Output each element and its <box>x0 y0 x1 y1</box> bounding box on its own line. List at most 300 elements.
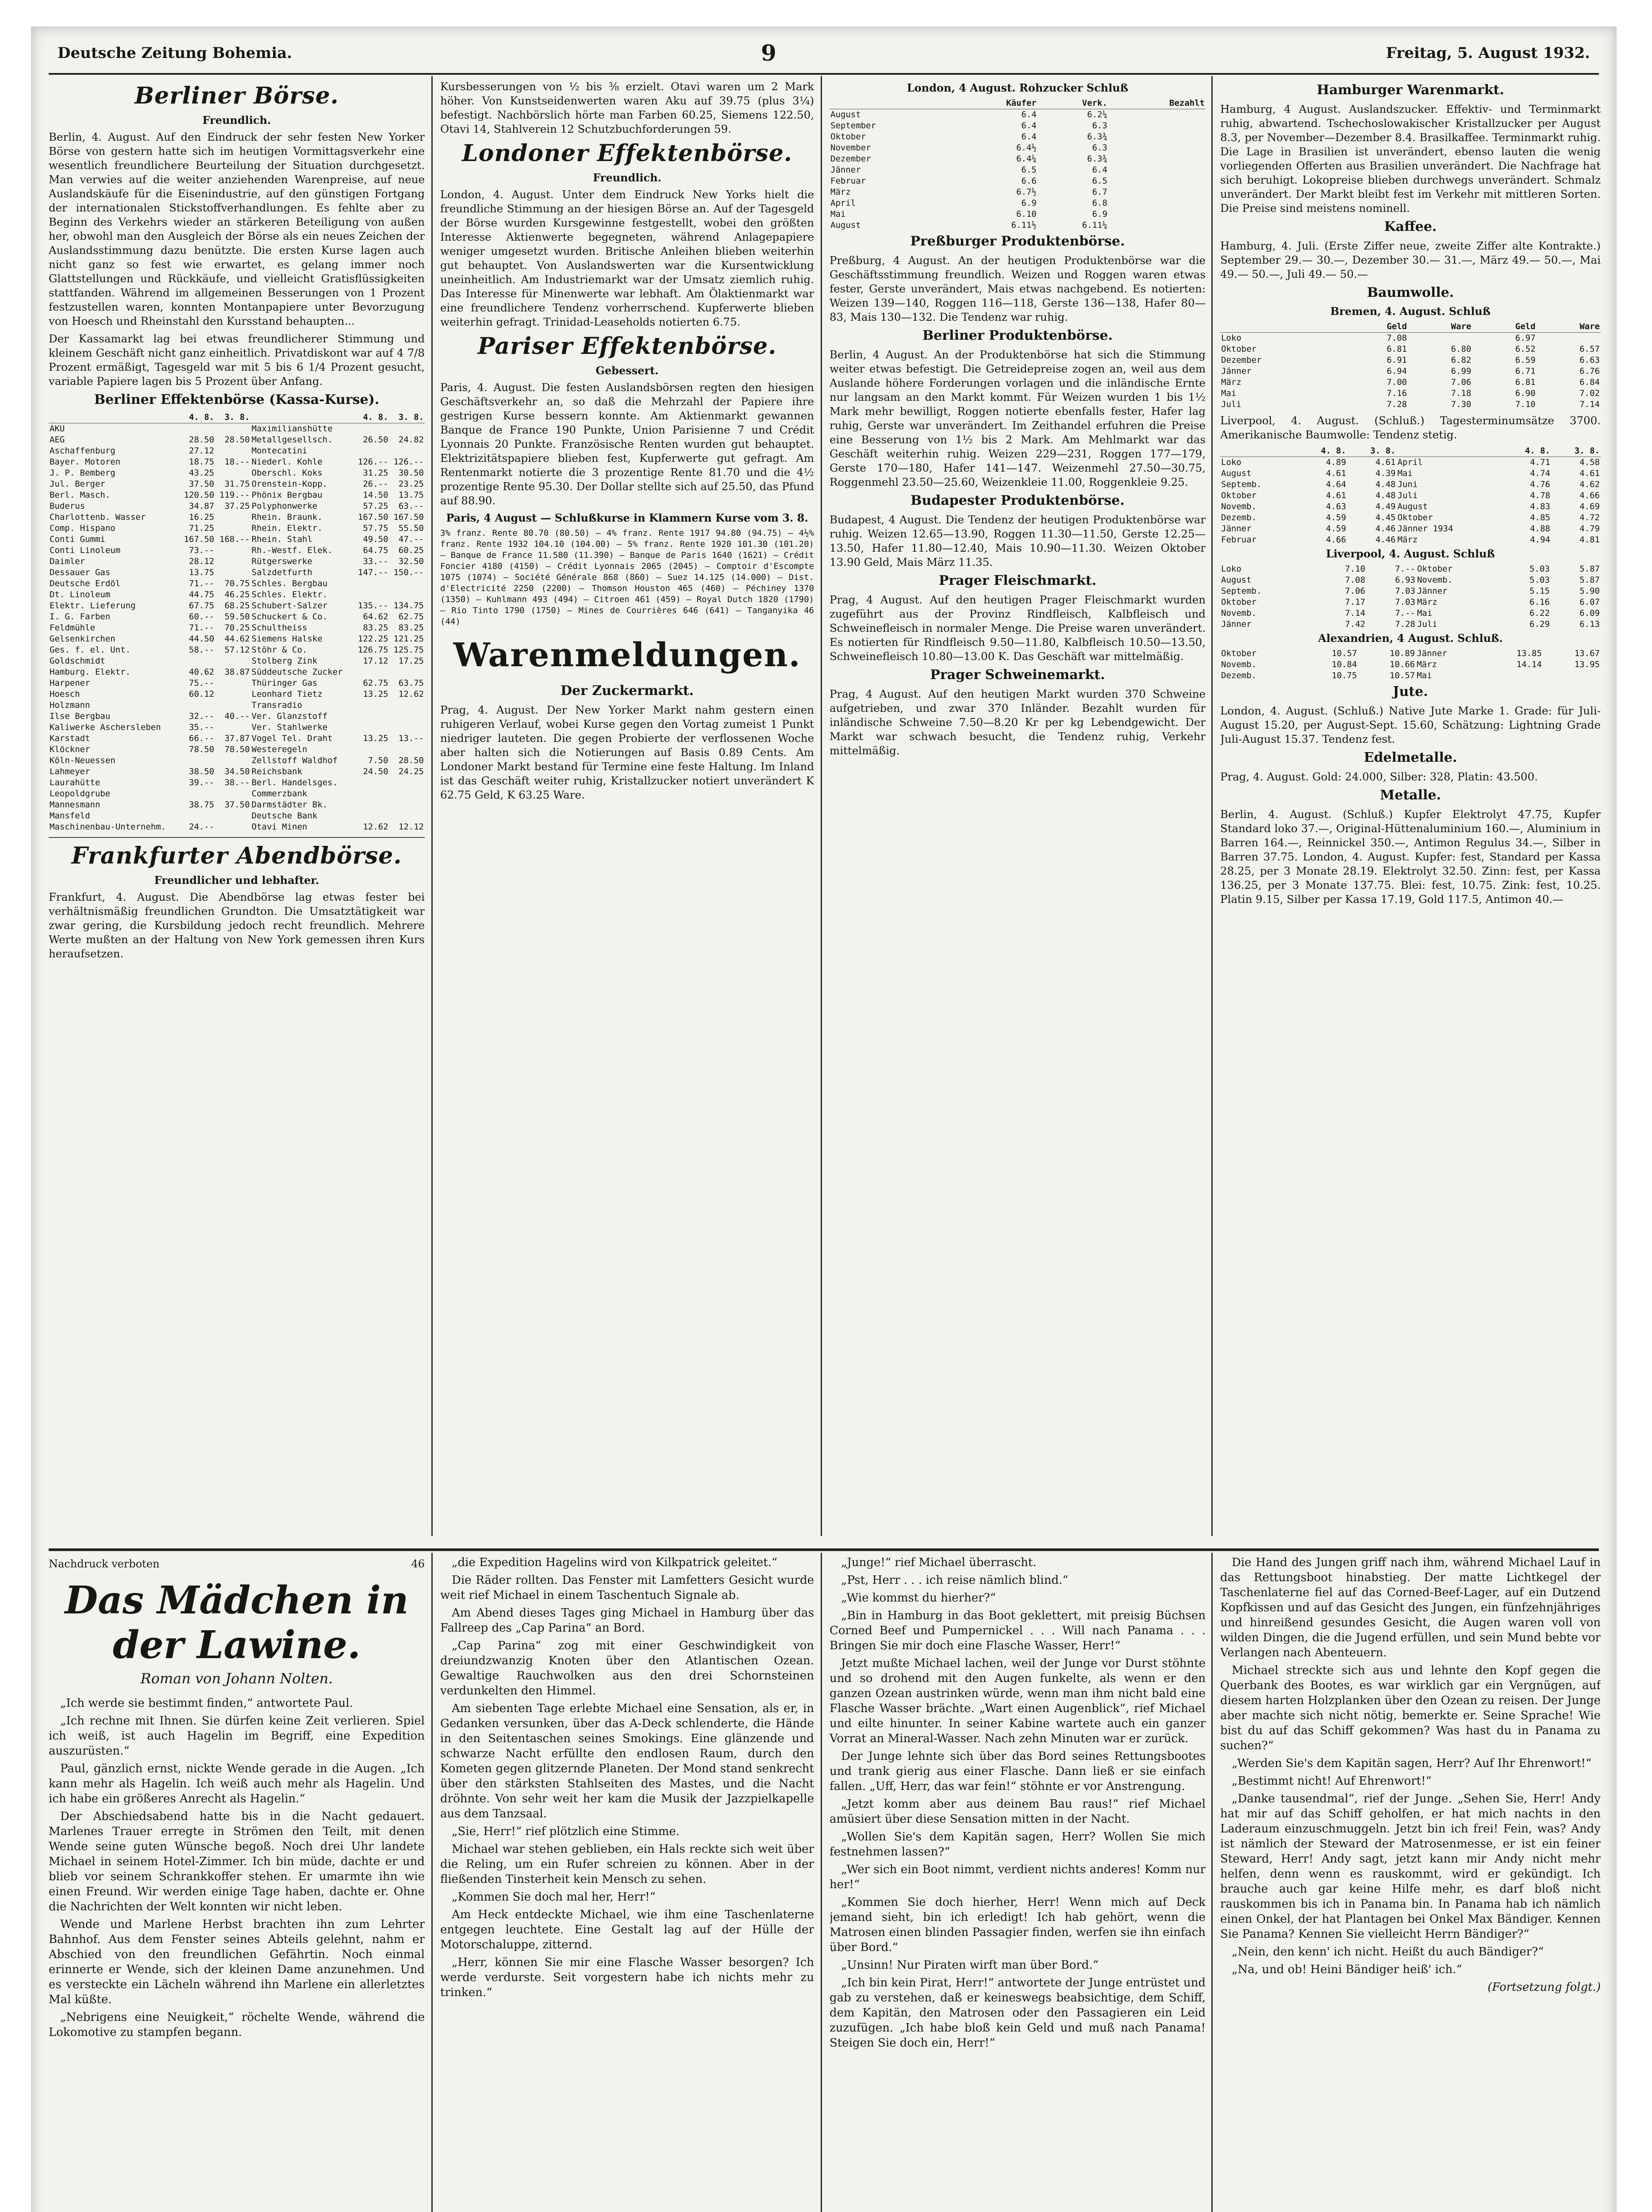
liverpool2-cell: 5.03 <box>1529 575 1550 585</box>
liverpool2-cell: 7.14 <box>1345 608 1365 618</box>
berlin-quote-cell <box>180 423 215 435</box>
berlin-quote-cell: Stolberg Zink <box>251 656 318 666</box>
bremen-cell <box>1537 333 1601 344</box>
novel-paragraph: Jetzt mußte Michael lachen, weil der Junge vor Durst stöhnte und so drohend mit den Augen funkelte, als wenn er den ganzen Ozean austrinken würde, wenn man ihm nicht bald eine Flasche Wasser brächte. „Wart einen Augenblick“, rief Michael und eilte hinunter. In seiner Kabine wartete auch ein ganzer Vorrat an Mineral-Wasser. Nach zehn Minuten war er zurück. <box>830 1657 1206 1745</box>
liverpool-cell: 4.64 <box>1325 480 1346 489</box>
bremen-cell: 6.71 <box>1515 366 1536 376</box>
bremen-cell: März <box>1221 377 1241 387</box>
berlin-quote-cell: 71.25 <box>189 523 215 533</box>
liverpool-cell: Dezemb. <box>1221 513 1257 522</box>
berlin-quote-cell: 26.50 <box>363 435 388 445</box>
berlin-quote-cell: 167.50 <box>357 512 388 522</box>
berlin-quote-cell <box>180 810 215 822</box>
novel-paragraph: „Kommen Sie doch hierher, Herr! Wenn mich auf Deck jemand sieht, bin ich erledigt! Ich hab gehört, wenn die Matrosen einen blinden Passagier finden, werfen sie ihn einfach über Bord.“ <box>830 1896 1206 1954</box>
liverpool2-cell: 6.22 <box>1529 608 1550 618</box>
liverpool-cell: Jänner <box>1221 524 1252 534</box>
berlin-produce-title: Berliner Produktenbörse. <box>922 328 1113 343</box>
liverpool2-cell: 7.28 <box>1395 619 1415 629</box>
berlin-quote-cell: Leonhard Tietz <box>251 689 323 699</box>
column-foreign <box>440 80 814 1540</box>
novel-paragraph: „Ich werde sie bestimmt finden,“ antwortete Paul. <box>60 1697 353 1710</box>
column-divider <box>821 76 822 1536</box>
berlin-quote-cell: 28.50 <box>398 756 424 765</box>
frankfurt-subtitle: Freundlicher und lebhafter. <box>154 874 319 887</box>
berlin-quote-row <box>49 457 425 468</box>
sugar-cell: 6.3¾ <box>1087 132 1107 142</box>
alexandria-cell: Oktober <box>1221 649 1257 658</box>
berlin-quote-header-cell <box>49 412 180 423</box>
berlin-quote-cell: 119.-- <box>219 490 250 500</box>
frankfurt-text: Frankfurt, 4. August. Die Abendbörse lag etwas fester bei verhältnismäßig freundlichen Grundton. Die Umsatztätigkeit war zwar gering, die Kursbildung jedoch recht freundlich. Mehrere Werte mußten an der Haltung von New York gemessen ihren Kurs heraufsetzen. <box>49 891 425 960</box>
prag-pig-title: Prager Schweinemarkt. <box>930 667 1105 683</box>
berlin-quote-cell: 24.82 <box>398 435 424 445</box>
alexandria-cell: 10.57 <box>1331 649 1357 658</box>
bremen-row <box>1220 333 1601 344</box>
liverpool2-row <box>1220 586 1601 597</box>
london-title: Londoner Effektenbörse. <box>462 140 792 167</box>
liverpool-cell: Oktober <box>1397 513 1433 522</box>
berlin-quote-cell: 44.75 <box>189 590 215 599</box>
liverpool-header-cell <box>1397 445 1502 457</box>
berlin-boerse-subtitle: Freundlich. <box>202 114 271 127</box>
liverpool2-cell: 6.93 <box>1395 575 1415 585</box>
berlin-quote-row <box>49 744 425 755</box>
berlin-quote-cell: 57.25 <box>363 501 388 511</box>
sugar-cell: Februar <box>830 176 866 186</box>
liverpool2-cell: 5.03 <box>1529 564 1550 574</box>
alexandria-row <box>1220 648 1601 659</box>
berlin-quote-cell: Ilse Bergbau <box>50 711 111 721</box>
liverpool2-cell: 5.90 <box>1579 586 1600 596</box>
berlin-quote-cell <box>389 578 425 589</box>
bremen-cell: 6.84 <box>1579 377 1600 387</box>
novel-text-2 <box>440 1555 814 2000</box>
sugar-row <box>830 120 1206 131</box>
berlin-continued-text: Kursbesserungen von ½ bis ⅜ erzielt. Otavi waren um 2 Mark höher. Von Kunstseidenwerten waren Aku auf 39.75 (plus 3¼) befestigt. Nachbörslich hörte man Farben 60.25, Siemens 122.50, Otavi 14, Stahlverein 12 Schutzbuchforderungen 59. <box>440 80 814 135</box>
berlin-quote-cell <box>215 755 250 766</box>
berlin-quote-cell: 120.50 <box>184 490 215 500</box>
bremen-row <box>1220 344 1601 355</box>
liverpool-cell: 4.45 <box>1375 513 1396 522</box>
sugar-cell: 6.7 <box>1092 187 1107 197</box>
berlin-quote-header-cell: 4. 8. <box>180 412 215 423</box>
sugar-cell <box>1108 198 1206 209</box>
berlin-quote-row <box>49 434 425 445</box>
bremen-title: Bremen, 4. August. Schluß <box>1330 305 1491 318</box>
novel-paragraph: „Wer sich ein Boot nimmt, verdient nichts anderes! Komm nur her!“ <box>830 1863 1206 1891</box>
liverpool-cell: Mai <box>1397 469 1413 478</box>
bremen-cell: Oktober <box>1221 344 1257 354</box>
berlin-quote-cell <box>215 689 250 700</box>
sugar-cell: 6.2¼ <box>1087 110 1107 119</box>
sugar-cell: 6.7½ <box>1016 187 1037 197</box>
berlin-quote-cell: 31.25 <box>363 468 388 478</box>
berlin-quote-cell: Comp. Hispano <box>50 523 115 533</box>
novel-paragraph: „Na, und ob! Heini Bändiger heiß' ich.“ <box>1232 1963 1462 1976</box>
berlin-quote-cell: AKU <box>50 424 65 434</box>
liverpool-cell: 4.71 <box>1530 457 1550 467</box>
berlin-quote-cell: 39.-- <box>189 778 215 787</box>
berlin-quote-cell: 17.12 <box>363 656 388 666</box>
bremen-cell: 6.63 <box>1579 355 1600 365</box>
berlin-quote-cell: Buderus <box>50 501 85 511</box>
berlin-quote-cell <box>215 656 250 667</box>
issue-date: Freitag, 5. August 1932. <box>1386 44 1590 62</box>
berlin-quote-cell: J. P. Bemberg <box>50 468 115 478</box>
berlin-boerse-title: Berliner Börse. <box>134 82 339 109</box>
berlin-quote-cell: Commerzbank <box>251 789 307 799</box>
liverpool-row <box>1220 457 1601 469</box>
sugar-cell <box>1108 209 1206 220</box>
berlin-quote-cell: 31.75 <box>224 479 250 489</box>
alexandria-cell: März <box>1417 660 1437 669</box>
bremen-cell: Jänner <box>1221 366 1252 376</box>
berlin-quote-cell: Conti Linoleum <box>50 545 121 555</box>
berlin-quote-cell <box>353 445 389 457</box>
liverpool-row <box>1220 468 1601 479</box>
liverpool-cell: 4.74 <box>1530 469 1550 478</box>
page-header <box>31 40 1617 71</box>
berlin-quote-cell: 35.-- <box>189 722 215 732</box>
berlin-quote-cell: 68.25 <box>224 601 250 611</box>
berlin-quote-cell: 125.75 <box>393 645 424 655</box>
berlin-quote-cell: 38.-- <box>224 778 250 787</box>
liverpool2-cell: 5.87 <box>1579 575 1600 585</box>
berlin-quote-cell: 47.-- <box>398 534 424 544</box>
berlin-quote-cell <box>215 822 250 833</box>
berlin-quote-cell: 37.25 <box>224 501 250 511</box>
berlin-quote-cell: Schles. Bergbau <box>251 579 328 588</box>
liverpool2-cell: 6.07 <box>1579 597 1600 607</box>
berlin-quote-row <box>49 733 425 744</box>
sugar-cell: September <box>830 121 876 131</box>
liverpool2-cell: 6.29 <box>1529 619 1550 629</box>
berlin-quote-cell <box>389 667 425 678</box>
liverpool-text: Liverpool, 4. August. (Schluß.) Tagesterminumsätze 3700. Amerikanische Baumwolle: Tendenz stetig. <box>1220 414 1601 441</box>
liverpool2-row <box>1220 564 1601 575</box>
liverpool2-cell: Oktober <box>1417 564 1453 574</box>
berlin-quote-cell: Daimler <box>50 557 85 566</box>
alexandria-row <box>1220 659 1601 670</box>
berlin-quote-cell: 7.50 <box>368 756 388 765</box>
berlin-quote-cell <box>215 423 250 435</box>
bremen-header-cell: Geld <box>1472 321 1536 333</box>
berlin-quote-cell: Siemens Halske <box>251 634 323 644</box>
liverpool2-cell: 7.-- <box>1395 608 1415 618</box>
sugar-row <box>830 198 1206 209</box>
berlin-quote-cell <box>180 656 215 667</box>
berlin-quote-cell: Transradio <box>251 700 303 710</box>
berlin-quote-cell: Oberschl. Koks <box>251 468 323 478</box>
berlin-quote-cell: 37.50 <box>224 800 250 810</box>
berlin-quote-cell: Karstadt <box>50 733 90 743</box>
bremen-cell: Juli <box>1221 399 1241 409</box>
bremen-cell: 6.76 <box>1579 366 1600 376</box>
sugar-cell: Oktober <box>830 132 866 142</box>
berlin-quote-cell: Elektr. Lieferung <box>50 601 136 611</box>
berlin-quote-cell: 12.12 <box>398 822 424 832</box>
liverpool2-cell: Loko <box>1221 564 1241 574</box>
liverpool2-cell: Novemb. <box>1417 575 1453 585</box>
bremen-cell: 6.82 <box>1451 355 1471 365</box>
liverpool-row <box>1220 490 1601 501</box>
liverpool-cell: 4.61 <box>1325 491 1346 500</box>
alexandria-cell: 10.57 <box>1390 671 1415 680</box>
novel-paragraph: Die Hand des Jungen griff nach ihm, während Michael Lauf in das Rettungsboot hinabstieg. Der matte Lichtkegel der Taschenlaterne fiel auf das Corned-Beef-Lager, auf ein Dutzend Kopfkissen und auf das Gesicht des Jungen, ein fünfzehnjähriges und hinreißend gesundes Gesicht, die Augen waren voll von wilden Dingen, die die Jugend erfüllen, und sein Mund bebte vor Verlangen nach Abenteuern. <box>1220 1556 1601 1659</box>
berlin-quote-cell <box>389 799 425 810</box>
liverpool-cell: 4.89 <box>1325 457 1346 467</box>
berlin-quote-cell: Westeregeln <box>251 745 307 754</box>
sugar-cell: April <box>830 198 856 208</box>
feuilleton-rule <box>49 1548 1599 1551</box>
sugar-cell <box>1108 176 1206 187</box>
berlin-quote-cell: 63.75 <box>398 678 424 688</box>
berlin-quote-cell: Metallgesellsch. <box>251 435 333 445</box>
sugar-row <box>830 142 1206 154</box>
novel-paragraph: Der Junge lehnte sich über das Bord seines Rettungsbootes und trank gierig aus einer Flasche. Dann ließ er sie einfach fallen. „Uff, Herr, das war fein!“ stöhnte er vor Anstrengung. <box>830 1750 1206 1793</box>
novel-column-1 <box>49 1555 425 2212</box>
berlin-quote-cell <box>215 567 250 578</box>
berlin-quote-cell: 16.25 <box>189 512 215 522</box>
paris-table-title: Paris, 4 August — Schlußkurse in Klammern Kurse vom 3. 8. <box>446 511 808 524</box>
berlin-quote-header-cell: 3. 8. <box>389 412 425 423</box>
novel-paragraph: Paul, gänzlich ernst, nickte Wende gerade in die Augen. „Ich kann mehr als Hagelin. Ich weiß auch mehr als Hagelin. Und ich habe ein größeres Anrecht als Hagelin.“ <box>49 1762 425 1805</box>
berlin-quote-cell: 135.-- <box>357 601 388 611</box>
berlin-quote-cell: 26.-- <box>363 479 388 489</box>
berlin-quote-cell: Schuckert & Co. <box>251 612 328 622</box>
berlin-quote-cell: Schubert-Salzer <box>251 601 328 611</box>
liverpool2-cell: Jänner <box>1221 619 1252 629</box>
liverpool-table <box>1220 445 1601 545</box>
liverpool2-cell: 6.09 <box>1579 608 1600 618</box>
berlin-quote-row <box>49 788 425 799</box>
bremen-header-cell: Geld <box>1344 321 1408 333</box>
novel-paragraph: „Bestimmt nicht! Auf Ehrenwort!“ <box>1232 1774 1432 1788</box>
berlin-quote-cell: Ver. Stahlwerke <box>251 722 328 732</box>
berlin-quote-cell: Dt. Linoleum <box>50 590 111 599</box>
berlin-quote-cell: Holzmann <box>50 700 90 710</box>
berlin-quote-cell <box>215 468 250 479</box>
liverpool2-cell: März <box>1417 597 1437 607</box>
sugar-header-cell <box>830 98 953 109</box>
liverpool-cell: 4.49 <box>1375 502 1396 511</box>
berlin-quote-cell: 71.-- <box>189 623 215 633</box>
berlin-quote-cell: Salzdetfurth <box>251 568 312 577</box>
alexandria-cell: 13.67 <box>1574 649 1600 658</box>
alexandria-cell: Mai <box>1417 671 1432 680</box>
liverpool2-row <box>1220 575 1601 586</box>
berlin-quote-cell: 71.-- <box>189 579 215 588</box>
sugar-cell <box>1108 165 1206 176</box>
berlin-quote-cell: 44.62 <box>224 634 250 644</box>
berlin-quote-header-cell <box>251 412 353 423</box>
sugar-cell: 6.5 <box>1092 176 1107 186</box>
berlin-quote-cell: 14.50 <box>363 490 388 500</box>
berlin-quote-row <box>49 445 425 457</box>
berlin-quote-cell: 58.-- <box>189 645 215 655</box>
liverpool2-cell: 5.87 <box>1579 564 1600 574</box>
berlin-quote-row <box>49 589 425 600</box>
berlin-quote-row <box>49 545 425 556</box>
berlin-quote-cell: Goldschmidt <box>50 656 105 666</box>
bremen-cell: 7.08 <box>1387 333 1407 343</box>
berlin-quote-cell: Rh.-Westf. Elek. <box>251 545 333 555</box>
bremen-cell: 6.94 <box>1387 366 1407 376</box>
liverpool-cell: 4.94 <box>1530 535 1550 545</box>
berlin-quote-row <box>49 611 425 622</box>
berlin-quote-cell: 13.-- <box>398 733 424 743</box>
sugar-header-cell: Käufer <box>953 98 1037 109</box>
london-sugar-table <box>830 98 1206 231</box>
liverpool-cell: 4.63 <box>1325 502 1346 511</box>
metalle-text: Berlin, 4. August. (Schluß.) Kupfer Elektrolyt 47.75, Kupfer Standard loko 37.—, Original-Hüttenaluminium 160.—, Aluminium in Barren 164.—, Reinnickel 350.—, Antimon Regulus 34.—, Silber in Barren 37.75. London, 4. August. Kupfer: fest, Standard per Kassa 28.25, per 3 Monate 28.19. Elektrolyt 32.50. Zinn: fest, per Kassa 136.25, per 3 Monate 137.75. Blei: fest, 10.75. Zink: fest, 10.25. Platin 9.15, Silber per Kassa 17.19, Gold 117.5, Antimon 40.— <box>1220 808 1601 906</box>
liverpool-cell: 4.66 <box>1325 535 1346 545</box>
berlin-quote-row <box>49 656 425 667</box>
zucker-text: Prag, 4. August. Der New Yorker Markt nahm gestern einen ruhigeren Verlauf, wobei Kurse gegen den Vortag zumeist 1 Punkt niedriger lauteten. Die gegen Probierte der verflossenen Woche aber halten sich die Notierungen auf Basis 0.89 Cents. Am Londoner Markt bestand für Termine eine feste Haltung. Im Inland ist das Geschäft weiter ruhig, Kristallzucker notiert unverändert K 62.75 Geld, K 63.25 Ware. <box>440 703 814 801</box>
alexandria-cell: 10.75 <box>1331 671 1357 680</box>
liverpool-cell: 4.39 <box>1375 469 1396 478</box>
berlin-quote-cell <box>389 810 425 822</box>
novel-paragraph: „Nein, den kenn' ich nicht. Heißt du auch Bändiger?“ <box>1232 1945 1544 1959</box>
berlin-quote-cell <box>389 423 425 435</box>
sugar-row <box>830 187 1206 198</box>
bremen-cell: 7.10 <box>1515 399 1536 409</box>
novel-paragraph: „die Expedition Hagelins wird von Kilkpatrick geleitet.“ <box>452 1556 778 1569</box>
continued-note: (Fortsetzung folgt.) <box>1487 1981 1601 1994</box>
berlin-quote-cell <box>215 678 250 689</box>
berlin-quote-row <box>49 810 425 822</box>
alexandria-cell: Jänner <box>1417 649 1447 658</box>
berlin-quote-row <box>49 567 425 578</box>
berlin-quote-cell <box>180 788 215 799</box>
berlin-quote-cell: Süddeutsche Zucker <box>251 667 343 677</box>
berlin-quote-cell: 121.25 <box>393 634 424 644</box>
novel-text-3 <box>830 1555 1206 2051</box>
liverpool-cell: 4.58 <box>1579 457 1600 467</box>
column-divider <box>1211 1553 1213 2212</box>
berlin-quote-cell <box>353 777 389 788</box>
berlin-quote-cell <box>389 711 425 722</box>
prag-meat-text: Prag, 4 August. Auf den heutigen Prager Fleischmarkt wurden zugeführt aus der Provinz Rindfleisch, Kalbfleisch und Schweinefleisch in normaler Menge. Die Preise waren unverändert. Es notierten für Rindfleisch 9.50—11.80, Kalbfleisch 10.50—13.50, Schweinefleisch 10.80—13.00 K. Das Geschäft war mittelmäßig. <box>830 593 1206 663</box>
liverpool-cell: 4.48 <box>1375 480 1396 489</box>
hamburg-text: Hamburg, 4 August. Auslandszucker. Effektiv- und Terminmarkt ruhig, abwartend. Tschechoslowakischer Kristallzucker per August 8.3, per November—Dezember 8.4. Brasilkaffee. Terminmarkt ruhig. Die Lage in Brasilien ist unverändert, ebenso lauten die wenig vorliegenden Offerten aus Brasilien unverändert. Die Nachfrage hat sich beruhigt. Lokopreise blieben durchwegs unverändert. Schmalz unverändert. Der Markt bleibt fest im Verkehr mit mittleren Sorten. Die Preise sind meistens nominell. <box>1220 103 1601 215</box>
sugar-cell: Mai <box>830 209 846 219</box>
liverpool-cell: 4.59 <box>1325 524 1346 534</box>
novel-paragraph: „Jetzt komm aber aus deinem Bau raus!“ rief Michael amüsiert über diese Sensation mitten in der Nacht. <box>830 1797 1206 1826</box>
sugar-row <box>830 131 1206 142</box>
sugar-cell <box>1108 187 1206 198</box>
novel-column-2 <box>440 1555 814 2212</box>
column-commodities <box>1220 80 1601 1540</box>
sugar-row <box>830 176 1206 187</box>
bremen-header-cell: Ware <box>1408 321 1472 333</box>
jute-text: London, 4. August. (Schluß.) Native Jute Marke 1. Grade: für Juli-August 15.20, per August-Sept. 15.60, Schätzung: Lightning Grade Juli-August 15.37. Tendenz fest. <box>1220 704 1601 745</box>
berlin-quote-cell: 38.50 <box>189 767 215 776</box>
sugar-cell: August <box>830 110 861 119</box>
liverpool-cell: April <box>1397 457 1423 467</box>
liverpool-cell: 4.62 <box>1579 480 1600 489</box>
sugar-row <box>830 109 1206 121</box>
berlin-quote-cell: Conti Gummi <box>50 534 105 544</box>
berlin-quote-cell: 38.75 <box>189 800 215 810</box>
berlin-quote-cell: Ges. f. el. Unt. <box>50 645 131 655</box>
liverpool-header-cell: 3. 8. <box>1551 445 1601 457</box>
berlin-quote-cell: 34.87 <box>189 501 215 511</box>
hamburg-title: Hamburger Warenmarkt. <box>1317 82 1504 98</box>
berlin-quote-cell: 37.50 <box>189 479 215 489</box>
liverpool2-row <box>1220 597 1601 608</box>
berlin-quote-cell: 126.-- <box>393 457 424 467</box>
metalle-title: Metalle. <box>1380 787 1441 803</box>
berlin-quote-cell: Rhein. Elektr. <box>251 523 323 533</box>
liverpool-header-cell: 4. 8. <box>1298 445 1347 457</box>
liverpool-cell: 4.69 <box>1579 502 1600 511</box>
sugar-cell: 6.3 <box>1092 121 1107 131</box>
berlin-quote-cell: Gelsenkirchen <box>50 634 115 644</box>
berlin-quote-cell: Schles. Elektr. <box>251 590 328 599</box>
newspaper-page <box>31 27 1617 2212</box>
column-divider <box>431 76 433 1536</box>
berlin-quote-cell: 17.25 <box>398 656 424 666</box>
berlin-quote-cell: 28.50 <box>189 435 215 445</box>
liverpool-row <box>1220 512 1601 523</box>
berlin-quote-cell: Harpener <box>50 678 90 688</box>
liverpool2-row <box>1220 608 1601 619</box>
berlin-quote-cell: 78.50 <box>189 745 215 754</box>
warenmeldungen-title: Warenmeldungen. <box>453 636 801 674</box>
sugar-cell: 6.4 <box>1021 132 1037 142</box>
berlin-quote-row <box>49 722 425 733</box>
berlin-quote-row <box>49 667 425 678</box>
novel-paragraph: „Ich rechne mit Ihnen. Sie dürfen keine Zeit verlieren. Spiel ich weiß, ist auch Hagelin im Begriff, eine Expedition auszurüsten.“ <box>49 1714 425 1758</box>
berlin-quote-cell: Bayer. Motoren <box>50 457 121 467</box>
sugar-cell: 6.11¼ <box>1082 220 1107 230</box>
sugar-cell: 6.9 <box>1021 198 1037 208</box>
berlin-quote-row <box>49 523 425 534</box>
berlin-quote-cell: Stöhr & Co. <box>251 645 307 655</box>
bremen-cell: 6.99 <box>1451 366 1471 376</box>
berlin-quote-cell: 57.12 <box>224 645 250 655</box>
berlin-quote-cell: Lahmeyer <box>50 767 90 776</box>
berlin-quote-row <box>49 468 425 479</box>
berlin-quote-cell: 70.75 <box>224 579 250 588</box>
novel-column-4 <box>1220 1555 1601 2212</box>
alexandria-cell: 10.84 <box>1331 660 1357 669</box>
berlin-quote-row <box>49 711 425 722</box>
novel-paragraph: „Cap Parina“ zog mit einer Geschwindigkeit von dreiundzwanzig Knoten über den Atlantischen Ozean. Gewaltige Rauchwolken aus den drei Schornsteinen verdunkelten den Himmel. <box>440 1639 814 1697</box>
bremen-cell: Mai <box>1221 388 1237 398</box>
sugar-cell: 6.9 <box>1092 209 1107 219</box>
newspaper-name: Deutsche Zeitung Bohemia. <box>58 44 292 62</box>
alexandria-cell: 10.66 <box>1390 660 1415 669</box>
sugar-cell: 6.4 <box>1021 121 1037 131</box>
novel-paragraph: „Wollen Sie's dem Kapitän sagen, Herr? Wollen Sie mich festnehmen lassen?“ <box>830 1830 1206 1859</box>
pressburg-text: Preßburg, 4 August. An der heutigen Produktenbörse war die Geschäftsstimmung freundlich. Weizen und Roggen waren etwas fester, Gerste unverändert, Mais etwas nachgebend. Es notierten: Weizen 139—140, Roggen 116—118, Gerste 136—138, Hafer 80—83, Mais 130—132. Die Tendenz war ruhig. <box>830 254 1206 323</box>
kaffee-text: Hamburg, 4. Juli. (Erste Ziffer neue, zweite Ziffer alte Kontrakte.) September 29.— 30.—, Dezember 30.— 31.—, März 49.— 50.—, Mai 49.— 50.—, Juli 49.— 50.— <box>1220 239 1601 280</box>
berlin-quote-row <box>49 645 425 656</box>
berlin-quote-cell: 34.50 <box>224 767 250 776</box>
berlin-quote-row <box>49 622 425 634</box>
berlin-quote-cell: Montecatini <box>251 446 307 456</box>
liverpool-cell: 4.85 <box>1530 513 1550 522</box>
novel-paragraph: Wende und Marlene Herbst brachten ihn zum Lehrter Bahnhof. Aus dem Fenster seines Abteils gelehnt, nahm er Abschied von den freundlichen Gefährtin. Noch einmal erinnerte er Wende, sich der kleinen Dame anzunehmen. Und es versteckte ein Lächeln während ihn Marlene ein allerletztes Mal küßte. <box>49 1918 425 2006</box>
novel-title: Das Mädchen in der Lawine. <box>65 1578 409 1667</box>
sugar-cell <box>1108 142 1206 154</box>
bremen-row <box>1220 399 1601 410</box>
liverpool2-cell: Septemb. <box>1221 586 1262 596</box>
berlin-quote-cell: Vogel Tel. Draht <box>251 733 333 743</box>
berlin-quote-cell: 70.25 <box>224 623 250 633</box>
